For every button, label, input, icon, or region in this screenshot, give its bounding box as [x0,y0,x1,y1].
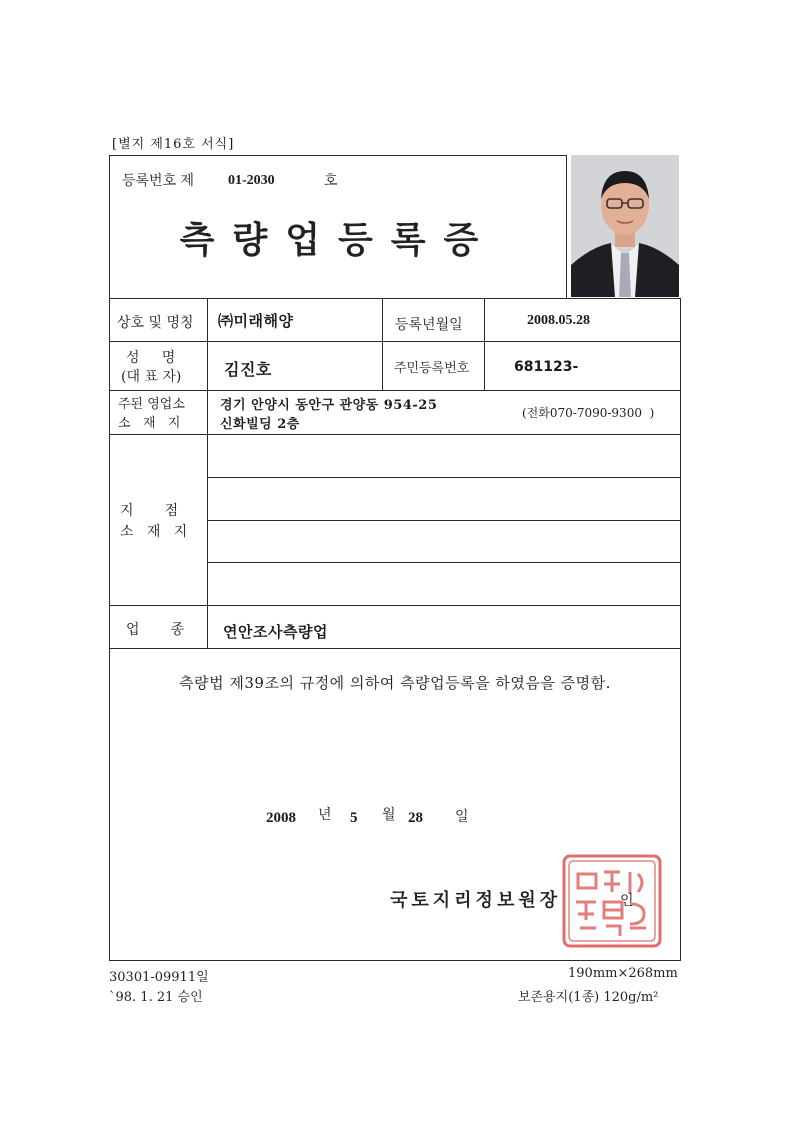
issue-day: 28 [408,810,423,826]
seal-mark: 인 [620,893,634,909]
issue-month-unit: 월 [382,807,396,823]
office-label-2: 소 재 지 [118,416,181,431]
office-address-line2: 신화빌딩 2층 [220,417,300,432]
reg-date-value: 2008.05.28 [527,313,590,328]
office-label-1: 주된 영업소 [118,397,185,412]
frame-top-title-box [109,155,567,156]
office-phone: (전화070-7090-9300 ) [522,406,655,420]
frame-left [109,155,110,961]
label-column-divider [207,298,208,648]
paper-size: 190mm×268mm [568,966,678,981]
frame-right [680,298,681,961]
form-code: 30301-09911일 [109,970,209,985]
divider-row-business [109,648,681,649]
mid-divider-left [382,298,383,390]
resident-id-value: 681123- [514,359,579,375]
issue-year: 2008 [266,810,296,826]
frame-bottom [109,960,681,961]
mid-divider-right [484,298,485,390]
resident-id-label: 주민등록번호 [394,361,470,376]
issue-day-unit: 일 [455,809,469,825]
divider-under-title [109,298,681,299]
approval-date: `98. 1. 21 승인 [109,990,203,1005]
branch-label-2: 소 재 지 [120,524,188,540]
reg-date-label: 등록년월일 [395,317,463,333]
seal-stamp-icon [560,852,664,950]
frame-title-box-right [566,155,567,298]
divider-row2 [109,390,681,391]
registration-number: 01-2030 [228,173,275,188]
trade-name-value: ㈜미래해양 [218,312,294,330]
issuer-name: 국토지리정보원장 [390,890,562,911]
official-seal [560,852,664,950]
office-address-line1: 경기 안양시 동안구 관양동 954-25 [220,398,438,413]
trade-name-label: 상호 및 명칭 [117,315,194,331]
certificate-title: 측량업등록증 [179,219,497,261]
business-type-label: 업 종 [126,622,185,638]
divider-row3 [109,434,681,435]
issue-month: 5 [350,810,358,826]
divider-row-branch-end [109,605,681,606]
certification-text: 측량법 제39조의 규정에 의하여 측량업등록을 하였음을 증명함. [179,674,611,692]
name-label-2: (대 표 자) [121,369,182,385]
form-note: [별지 제16호 서식] [112,137,235,152]
branch-label-1: 지 점 [120,503,179,519]
applicant-photo [571,155,679,297]
paper-type: 보존용지(1종) 120g/m² [518,990,659,1005]
issue-year-unit: 년 [318,807,332,823]
divider-branch-3 [207,562,681,563]
portrait-image [571,155,679,297]
business-type-value: 연안조사측량업 [223,623,328,641]
registration-suffix: 호 [324,173,338,189]
divider-branch-2 [207,520,681,521]
name-label-1: 성 명 [126,350,176,366]
divider-row1 [109,341,681,342]
representative-name: 김진호 [224,360,272,379]
divider-branch-1 [207,477,681,478]
registration-label: 등록번호 제 [122,173,195,189]
